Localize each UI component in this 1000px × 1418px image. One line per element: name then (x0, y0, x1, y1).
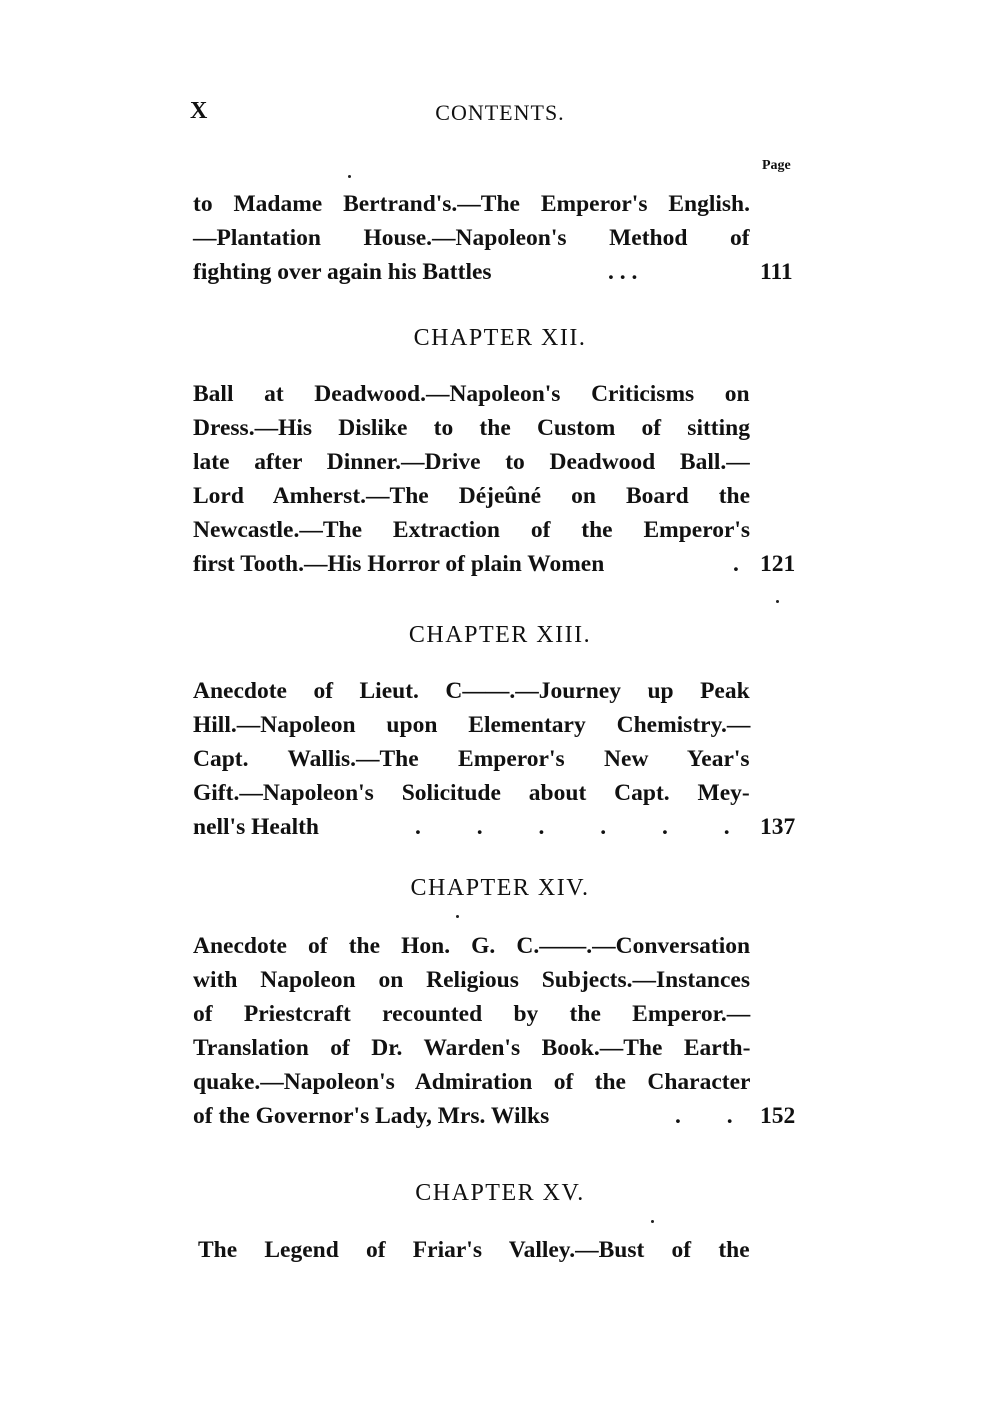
print-speck (456, 915, 459, 918)
entry-line: Capt. Wallis.—The Emperor's New Year's (193, 746, 750, 772)
page-column-label: Page (762, 158, 791, 173)
contents-entry (198, 1233, 750, 1267)
entry-page-number: 111 (760, 259, 793, 285)
chapter-heading: CHAPTER XIII. (408, 622, 592, 648)
entry-line: Dress.—His Dislike to the Custom of sitting (193, 415, 750, 441)
entry-line: Anecdote of Lieut. C——.—Journey up Peak (193, 678, 750, 704)
entry-line: Translation of Dr. Warden's Book.—The Earth- (193, 1035, 751, 1061)
entry-page-number: 121 (760, 551, 796, 577)
entry-line: Newcastle.—The Extraction of the Emperor's (193, 517, 751, 543)
entry-text: fighting over again his Battles (193, 259, 492, 285)
entry-line: The Legend of Friar's Valley.—Bust of the (198, 1237, 750, 1263)
entry-page-number: 152 (760, 1103, 796, 1129)
entry-text: nell's Health (193, 814, 319, 840)
print-speck (348, 175, 351, 178)
entry-line: Gift.—Napoleon's Solicitude about Capt. Mey- (193, 780, 750, 806)
entry-line: Anecdote of the Hon. G. C.——.—Conversation (193, 933, 751, 959)
entry-line: quake.—Napoleon's Admiration of the Character (193, 1069, 751, 1095)
entry-last-line (193, 1099, 796, 1133)
dot-leader: . . . . . . (415, 814, 730, 840)
contents-entry (193, 929, 796, 1133)
chapter-heading: CHAPTER XV. (415, 1180, 585, 1206)
entry-text: first Tooth.—His Horror of plain Women (193, 551, 605, 577)
dot-leader: . (733, 551, 739, 577)
contents-entry (193, 377, 796, 581)
entry-line: of Priestcraft recounted by the Emperor.— (193, 1001, 751, 1027)
entry-page-number: 137 (760, 814, 796, 840)
entry-line: Hill.—Napoleon upon Elementary Chemistry.— (193, 712, 751, 738)
entry-last-line (193, 547, 796, 581)
running-title: CONTENTS. (435, 100, 565, 125)
contents-entry-continuation (193, 187, 793, 289)
running-head (190, 98, 810, 132)
entry-text: of the Governor's Lady, Mrs. Wilks (193, 1103, 550, 1129)
entry-line: to Madame Bertrand's.—The Emperor's English. (193, 191, 750, 217)
dot-leader: . . . (608, 259, 638, 285)
print-speck (651, 1220, 654, 1223)
entry-line: Ball at Deadwood.—Napoleon's Criticisms on (193, 381, 750, 407)
entry-line: late after Dinner.—Drive to Deadwood Ball.— (193, 449, 750, 475)
print-speck (776, 600, 779, 603)
entry-line: with Napoleon on Religious Subjects.—Instances (193, 967, 750, 993)
dot-leader: . . (675, 1103, 733, 1129)
entry-line: —Plantation House.—Napoleon's Method of (193, 225, 750, 251)
page-number: X (190, 98, 208, 124)
chapter-heading: CHAPTER XIV. (410, 875, 590, 901)
entry-last-line (193, 255, 793, 289)
contents-entry (193, 674, 796, 844)
entry-last-line (193, 810, 796, 844)
entry-line: Lord Amherst.—The Déjeûné on Board the (193, 483, 751, 509)
chapter-heading: CHAPTER XII. (413, 325, 587, 351)
